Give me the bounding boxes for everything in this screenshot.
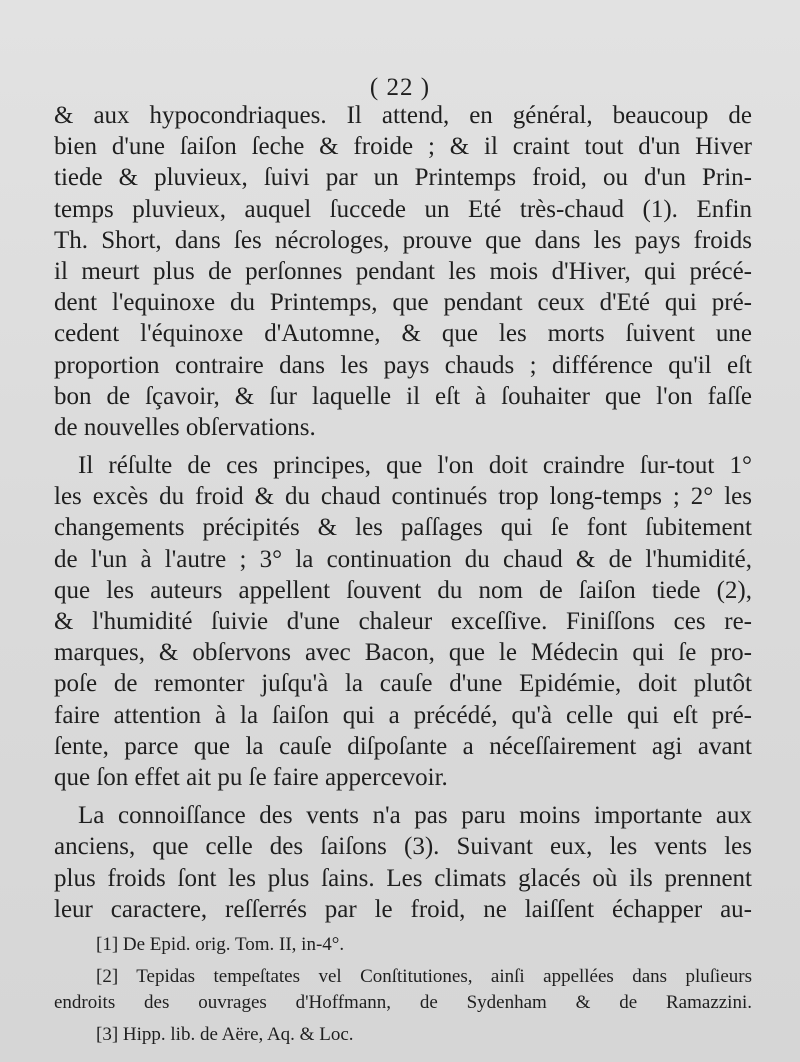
text-line: & aux hypocondriaques. Il attend, en général, beaucoup de [54,102,752,129]
text-line: changements précipités & les paſſages qui ſe font ſubitement [54,514,752,542]
text-line: cedent l'équinoxe d'Automne, & que les morts ſuivent une [54,320,752,348]
text-line: proportion contraire dans les pays chauds ; différence qu'il eſt [54,351,752,379]
paragraph-3 [54,800,752,925]
text-line: bien d'une ſaiſon ſeche & froide ; & il craint tout d'un Hiver [54,133,752,161]
text-line: marques, & obſervons avec Bacon, que le Médecin qui ſe pro- [54,639,752,667]
text-line: tiede & pluvieux, ſuivi par un Printemps froid, ou d'un Prin- [54,164,752,192]
text-line: de l'un à l'autre ; 3° la continuation du chaud & de l'humidité, [54,545,752,573]
text-line: ſente, parce que la cauſe diſpoſante a néceſſairement agi avant [54,732,752,760]
footnotes [54,932,752,1048]
text-line: les excès du froid & du chaud continués trop long-temps ; 2° les [54,483,752,511]
text-line: faire attention à la ſaiſon qui a précédé, qu'à celle qui eſt pré- [54,701,752,729]
text-line: poſe de remonter juſqu'à la cauſe d'une Epidémie, doit plutôt [54,670,752,698]
text-line: que les auteurs appellent ſouvent du nom de ſaiſon tiede (2), [54,576,752,604]
text-line: il meurt plus de perſonnes pendant les mois d'Hiver, qui précé- [54,257,752,285]
text-line: & l'humidité ſuivie d'une chaleur exceſſive. Finiſſons ces re- [54,608,752,635]
footnote-2: [2] Tepidas tempeſtates vel Conſtitutiones, ainſi appellées dans pluſieurs [96,966,752,987]
text-line: Il réſulte de ces principes, que l'on doit craindre ſur-tout 1° [78,452,752,480]
text-line: dent l'equinoxe du Printemps, que pendant ceux d'Eté qui pré- [54,289,752,317]
text-line: bon de ſçavoir, & ſur laquelle il eſt à ſouhaiter que l'on faſſe [54,382,752,410]
text-line: Th. Short, dans ſes nécrologes, prouve que dans les pays froids [54,226,752,254]
footnote-2-continuation: endroits des ouvrages d'Hoffmann, de Sydenham & de Ramazzini. [54,992,752,1013]
text-line: leur caractere, reſſerrés par le froid, ne laiſſent échapper au- [54,895,752,923]
text-line: plus froids ſont les plus ſains. Les climats glacés où ils prennent [54,864,752,892]
text-line: que ſon effet ait pu ſe faire appercevoir. [54,763,448,791]
text-line: temps pluvieux, auquel ſuccede un Eté très-chaud (1). Enfin [54,195,752,223]
paragraph-2 [54,450,752,793]
page-number: ( 22 ) [369,74,431,101]
footnote-1: [1] De Epid. orig. Tom. II, in-4°. [96,934,345,955]
text-line: de nouvelles obſervations. [54,413,316,441]
footnote-3: [3] Hipp. lib. de Aëre, Aq. & Loc. [96,1024,354,1045]
main-text [54,100,752,925]
text-line: La connoiſſance des vents n'a pas paru moins importante aux [78,802,752,830]
text-line: anciens, que celle des ſaiſons (3). Suivant eux, les vents les [54,833,752,861]
paragraph-1 [54,100,752,443]
